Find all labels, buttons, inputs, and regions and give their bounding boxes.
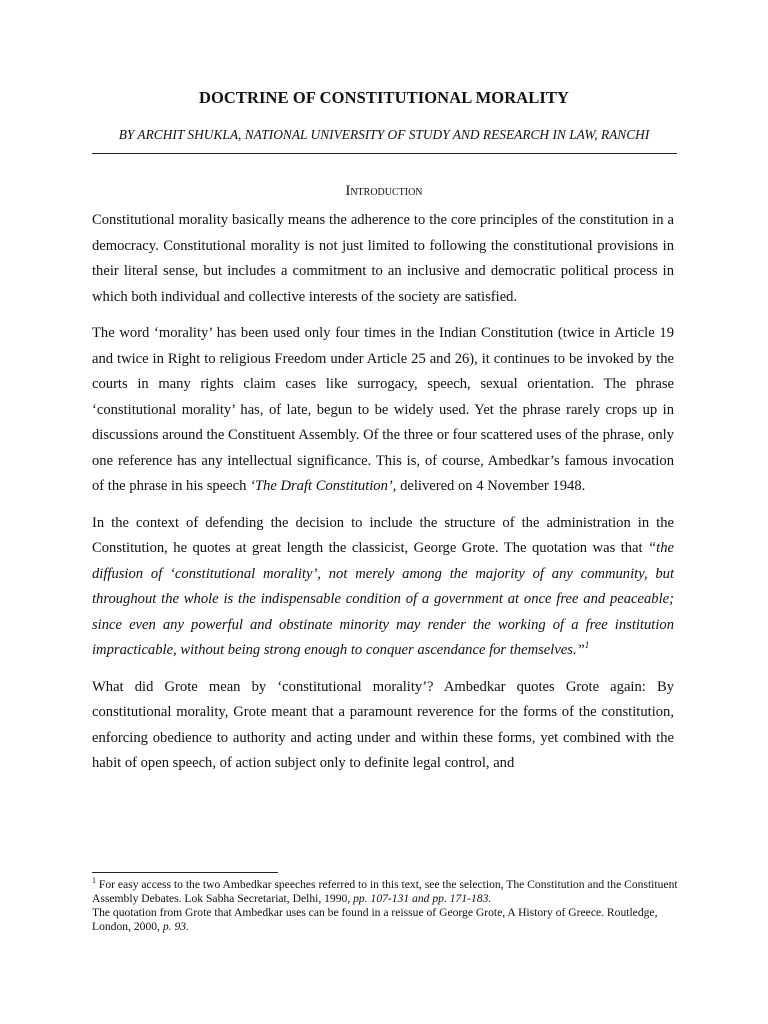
body-text — [92, 208, 674, 788]
paragraph-1: Constitutional morality basically means the adherence to the core principles of the constitution in a democracy. Constitutional morality is not just limited to following the constitutional provisions in their literal sense, but includes a commitment to an inclusive and democratic political process in which both individual and collective interests of the society are satisfied. — [92, 212, 674, 305]
section-heading: Introduction — [345, 183, 423, 199]
author-byline: BY ARCHIT SHUKLA, NATIONAL UNIVERSITY OF STUDY AND RESEARCH IN LAW, RANCHI — [118, 127, 650, 142]
footnote-reference[interactable]: 1 — [584, 640, 590, 651]
paragraph-4: What did Grote mean by ‘constitutional morality’? Ambedkar quotes Grote again: By constitutional morality, Grote meant that a paramount reverence for the forms of the constitution, enforcing obedience to authority and acting under and within these forms, yet combined with the habit of open speech, of action subject only to definite legal control, and — [92, 678, 674, 771]
paragraph-2 — [92, 321, 674, 500]
header-divider — [92, 153, 677, 154]
footnote-2 — [92, 906, 682, 934]
footnotes — [92, 878, 682, 934]
footnote-2-text: The quotation from Grote that Ambedkar uses can be found in a reissue of George Grote, A History of Greece. Routledge, London, 2000, — [92, 906, 658, 933]
page-title: DOCTRINE OF CONSTITUTIONAL MORALITY — [198, 88, 570, 107]
footnote-1-text: For easy access to the two Ambedkar speeches referred to in this text, see the selection, The Constitution and the Constituent Assembly Debates. Lok Sabha Secretariat, Delhi, 1990, — [92, 878, 678, 905]
footnote-2-page: p. 93. — [162, 920, 189, 933]
footnote-1 — [92, 878, 682, 906]
speech-title: ‘The Draft Constitution’ — [250, 478, 393, 494]
paragraph-2-text: The word ‘morality’ has been used only four times in the Indian Constitution (twice in Article 19 and twice in Right to religious Freedom under Article 25 and 26), it continues to be invoked by the courts in many rights claim cases like surrogacy, speech, sexual orientation. The phrase ‘constitutional morality’ has, of late, begun to be widely used. Yet the phrase rarely crops up in discussions around the Constituent Assembly. Of the three or four scattered uses of the phrase, only one reference has any intellectual significance. This is, of course, Ambedkar’s famous invocation of the phrase in his speech — [92, 325, 674, 494]
footnote-1-pages: pp. 107-131 and pp. 171-183. — [353, 892, 492, 905]
paragraph-2-end: , delivered on 4 November 1948. — [392, 478, 586, 494]
paragraph-3-text: In the context of defending the decision to include the structure of the administration in the Constitution, he quotes at great length the classicist, George Grote. The quotation was that — [92, 514, 674, 556]
paragraph-3 — [92, 511, 674, 664]
grote-quotation: “the diffusion of ‘constitutional morality’, not merely among the majority of any community, but throughout the whole is the indispensable condition of a government at once free and peaceable; since even any powerful and obstinate minority may render the working of a free institution impracticable, without being strong enough to conquer ascendance for themselves.” — [92, 540, 674, 658]
footnote-divider — [92, 872, 278, 873]
footnote-mark: 1 — [92, 876, 96, 886]
